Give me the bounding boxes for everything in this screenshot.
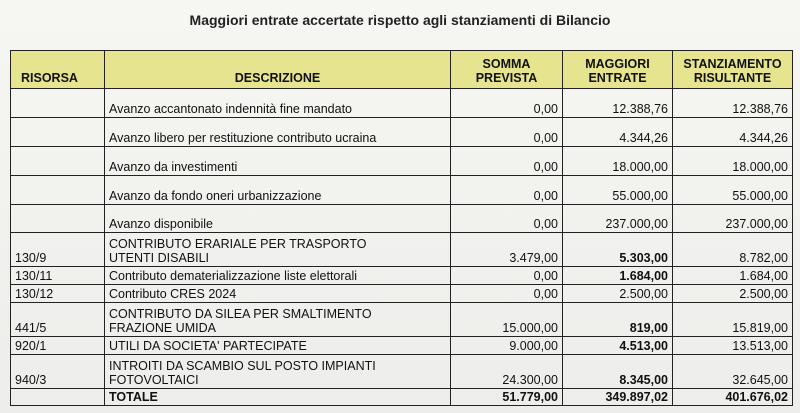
cell-descrizione: Avanzo disponibile (105, 205, 451, 233)
cell-maggiori: 5.303,00 (563, 233, 673, 267)
cell-maggiori: 4.513,00 (563, 337, 673, 355)
total-label: TOTALE (105, 389, 451, 406)
cell-descrizione: CONTRIBUTO DA SILEA PER SMALTIMENTO FRAZIONE UMIDA (105, 303, 451, 337)
cell-risorsa (11, 89, 105, 118)
cell-risorsa: 441/5 (11, 303, 105, 337)
cell-descrizione: UTILI DA SOCIETA' PARTECIPATE (105, 337, 451, 355)
cell-maggiori: 2.500,00 (563, 285, 673, 303)
cell-somma: 0,00 (451, 176, 563, 205)
cell-maggiori: 18.000,00 (563, 147, 673, 176)
table-row (11, 176, 793, 205)
header-somma-prevista: SOMMA PREVISTA (451, 51, 563, 89)
page-title: Maggiori entrate accertate rispetto agli stanziamenti di Bilancio (189, 12, 611, 28)
cell-descrizione: Avanzo accantonato indennità fine mandato (105, 89, 451, 118)
cell-stanziamento: 13.513,00 (673, 337, 793, 355)
header-stanziamento: STANZIAMENTO RISULTANTE (673, 51, 793, 89)
cell-stanziamento: 15.819,00 (673, 303, 793, 337)
cell-stanziamento: 32.645,00 (673, 355, 793, 389)
cell-stanziamento: 8.782,00 (673, 233, 793, 267)
total-somma: 51.779,00 (451, 389, 563, 406)
cell-maggiori: 12.388,76 (563, 89, 673, 118)
cell-descrizione: INTROITI DA SCAMBIO SUL POSTO IMPIANTI FOTOVOLTAICI (105, 355, 451, 389)
cell-descrizione: CONTRIBUTO ERARIALE PER TRASPORTO UTENTI DISABILI (105, 233, 451, 267)
table-row (11, 285, 793, 303)
cell-somma: 0,00 (451, 285, 563, 303)
header-risorsa: RISORSA (11, 51, 105, 89)
cell-stanziamento: 18.000,00 (673, 147, 793, 176)
header-maggiori-entrate: MAGGIORI ENTRATE (563, 51, 673, 89)
cell-risorsa: 130/9 (11, 233, 105, 267)
cell-somma: 24.300,00 (451, 355, 563, 389)
cell-risorsa (11, 118, 105, 147)
table-row (11, 147, 793, 176)
cell-somma: 0,00 (451, 89, 563, 118)
header-descrizione: DESCRIZIONE (105, 51, 451, 89)
budget-table (10, 50, 793, 406)
cell-descrizione: Avanzo da investimenti (105, 147, 451, 176)
cell-descrizione: Avanzo da fondo oneri urbanizzazione (105, 176, 451, 205)
cell-maggiori: 237.000,00 (563, 205, 673, 233)
table-row (11, 205, 793, 233)
cell-stanziamento: 2.500,00 (673, 285, 793, 303)
cell-risorsa: 130/11 (11, 267, 105, 285)
cell-risorsa (11, 147, 105, 176)
table-row (11, 355, 793, 389)
total-row (11, 389, 793, 406)
cell-stanziamento: 12.388,76 (673, 89, 793, 118)
cell-stanziamento: 55.000,00 (673, 176, 793, 205)
table-row (11, 267, 793, 285)
table-row (11, 89, 793, 118)
cell-somma: 9.000,00 (451, 337, 563, 355)
cell-maggiori: 55.000,00 (563, 176, 673, 205)
cell-risorsa: 130/12 (11, 285, 105, 303)
total-stanziamento: 401.676,02 (673, 389, 793, 406)
cell-descrizione: Contributo CRES 2024 (105, 285, 451, 303)
cell-somma: 0,00 (451, 147, 563, 176)
cell-descrizione: Avanzo libero per restituzione contributo ucraina (105, 118, 451, 147)
cell-maggiori: 1.684,00 (563, 267, 673, 285)
cell-maggiori: 4.344,26 (563, 118, 673, 147)
cell-maggiori: 8.345,00 (563, 355, 673, 389)
cell-descrizione: Contributo dematerializzazione liste elettorali (105, 267, 451, 285)
cell-maggiori: 819,00 (563, 303, 673, 337)
cell-risorsa (11, 389, 105, 406)
cell-risorsa (11, 205, 105, 233)
table-row (11, 118, 793, 147)
cell-risorsa: 940/3 (11, 355, 105, 389)
cell-stanziamento: 237.000,00 (673, 205, 793, 233)
table-row (11, 303, 793, 337)
cell-somma: 0,00 (451, 267, 563, 285)
table-row (11, 233, 793, 267)
cell-somma: 15.000,00 (451, 303, 563, 337)
total-maggiori: 349.897,02 (563, 389, 673, 406)
cell-risorsa (11, 176, 105, 205)
cell-stanziamento: 4.344,26 (673, 118, 793, 147)
cell-somma: 0,00 (451, 205, 563, 233)
table-row (11, 337, 793, 355)
cell-risorsa: 920/1 (11, 337, 105, 355)
cell-stanziamento: 1.684,00 (673, 267, 793, 285)
cell-somma: 3.479,00 (451, 233, 563, 267)
header-row (11, 51, 793, 89)
cell-somma: 0,00 (451, 118, 563, 147)
